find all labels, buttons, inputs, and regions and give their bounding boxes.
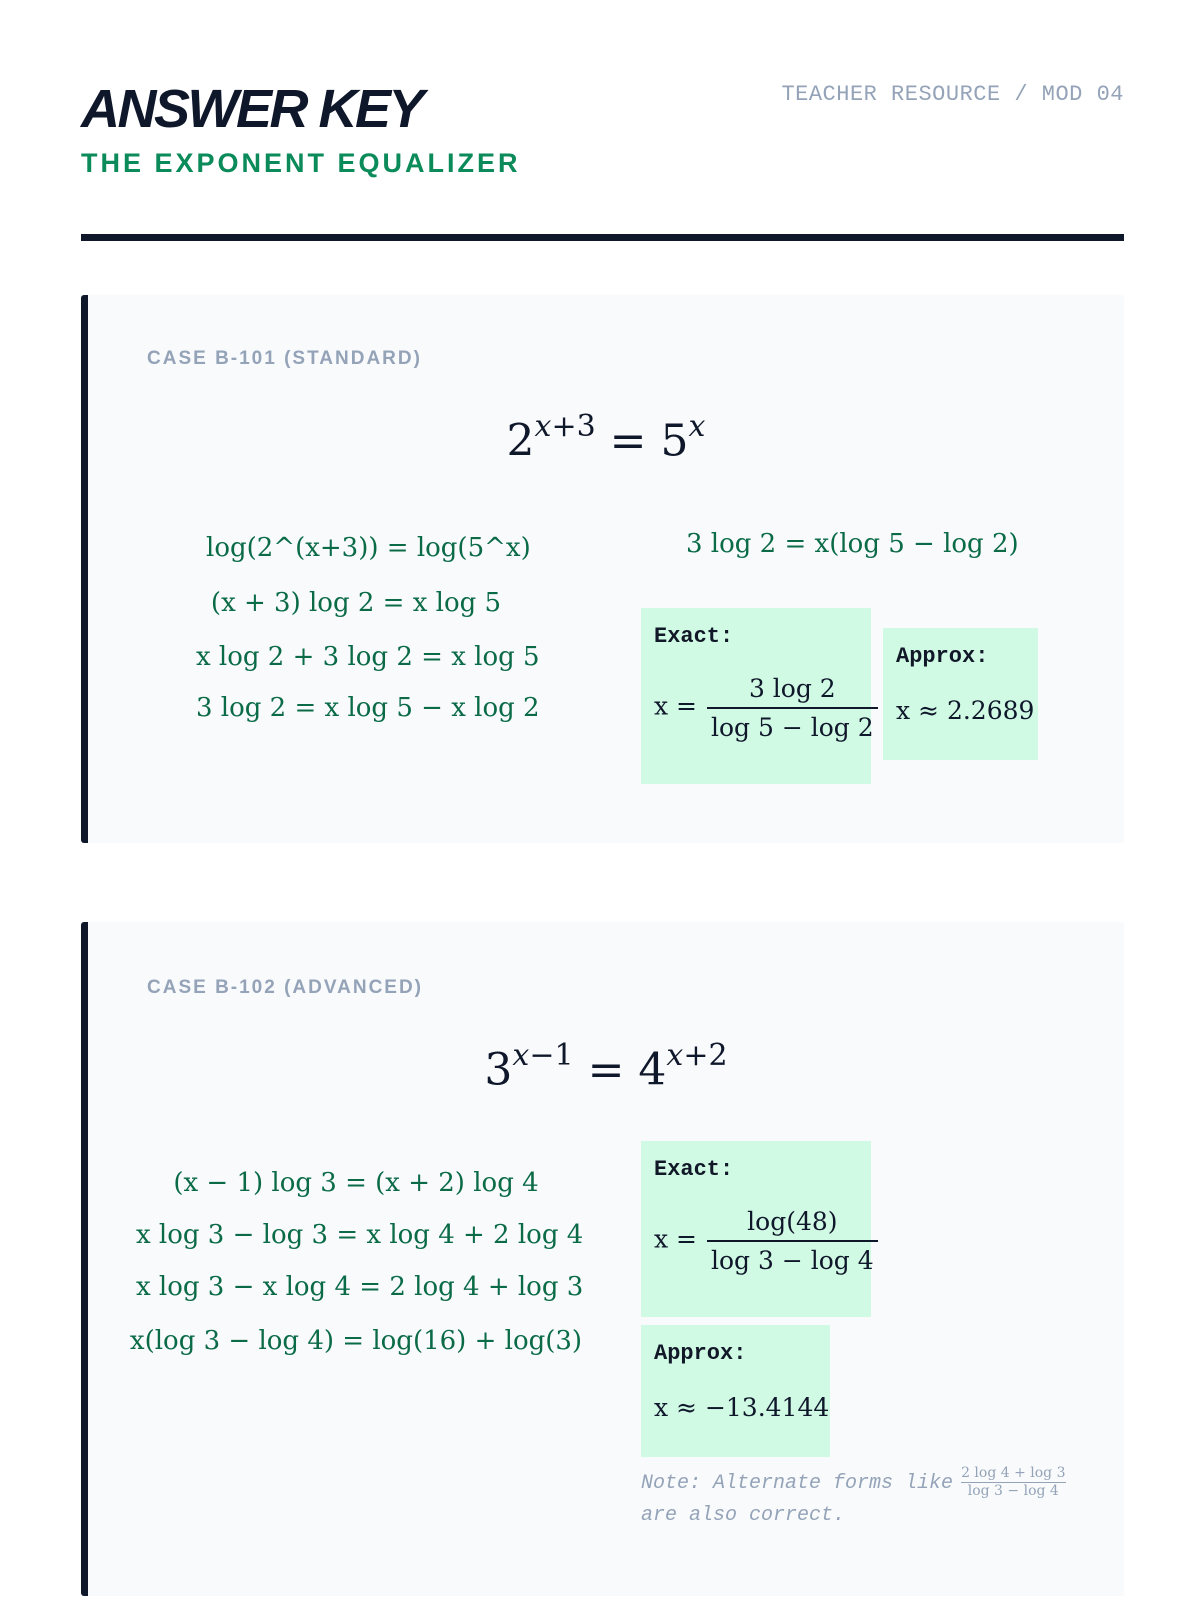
approx-value: x ≈ −13.4144 bbox=[654, 1393, 830, 1422]
page-subtitle: THE EXPONENT EQUALIZER bbox=[81, 148, 521, 178]
page-header bbox=[81, 78, 1124, 179]
solution-step: x log 3 − log 3 = x log 4 + 2 log 4 bbox=[136, 1220, 584, 1250]
approx-label: Approx: bbox=[896, 644, 989, 669]
exact-numerator: log(48) bbox=[707, 1207, 878, 1242]
note-fraction bbox=[961, 1465, 1065, 1500]
exact-fraction bbox=[707, 674, 878, 742]
approx-value: x ≈ 2.2689 bbox=[896, 696, 1035, 725]
note-suffix: are also correct. bbox=[641, 1504, 846, 1527]
exact-label: Exact: bbox=[654, 624, 734, 649]
solution-step: log(2^(x+3)) = log(5^x) bbox=[206, 533, 531, 563]
case-equation: $3^{x-1} = 4^{x+2}$ bbox=[484, 1038, 728, 1096]
note-numerator: 2 log 4 + log 3 bbox=[961, 1465, 1066, 1481]
exact-lhs: x = bbox=[654, 1224, 697, 1254]
approx-label: Approx: bbox=[654, 1341, 747, 1366]
solution-step: (x + 3) log 2 = x log 5 bbox=[210, 588, 502, 618]
case-card-b102 bbox=[81, 922, 1124, 1596]
exact-answer-box bbox=[641, 1141, 874, 1317]
exact-fraction bbox=[707, 1207, 878, 1275]
exact-answer-box bbox=[641, 608, 874, 784]
case-label: CASE B-101 (STANDARD) bbox=[147, 348, 422, 369]
solution-step: 3 log 2 = x log 5 − x log 2 bbox=[196, 693, 540, 723]
exact-numerator: 3 log 2 bbox=[707, 674, 878, 709]
approx-answer-box bbox=[883, 628, 1038, 760]
exact-expression bbox=[654, 674, 878, 742]
exact-label: Exact: bbox=[654, 1157, 734, 1182]
resource-tag: TEACHER RESOURCE / MOD 04 bbox=[781, 82, 1124, 107]
solution-step: (x − 1) log 3 = (x + 2) log 4 bbox=[173, 1168, 539, 1198]
header-divider bbox=[81, 234, 1124, 241]
exact-denominator: log 3 − log 4 bbox=[711, 1246, 874, 1275]
solution-step: x(log 3 − log 4) = log(16) + log(3) bbox=[129, 1326, 583, 1356]
approx-answer-box bbox=[641, 1325, 830, 1457]
case-equation: $2^{x+3} = 5^x$ bbox=[506, 409, 706, 467]
note-denominator: log 3 − log 4 bbox=[967, 1483, 1059, 1499]
note-prefix: Note: Alternate forms like bbox=[641, 1471, 954, 1495]
case-label: CASE B-102 (ADVANCED) bbox=[147, 977, 424, 998]
exact-lhs: x = bbox=[654, 691, 697, 721]
alternate-forms-note bbox=[641, 1465, 1081, 1532]
exact-expression bbox=[654, 1207, 878, 1275]
solution-step: 3 log 2 = x(log 5 − log 2) bbox=[686, 529, 1019, 559]
exact-denominator: log 5 − log 2 bbox=[711, 713, 874, 742]
page-title: ANSWER KEY bbox=[81, 79, 423, 139]
solution-step: x log 3 − x log 4 = 2 log 4 + log 3 bbox=[136, 1272, 584, 1302]
case-card-b101 bbox=[81, 295, 1124, 843]
solution-step: x log 2 + 3 log 2 = x log 5 bbox=[196, 642, 540, 672]
